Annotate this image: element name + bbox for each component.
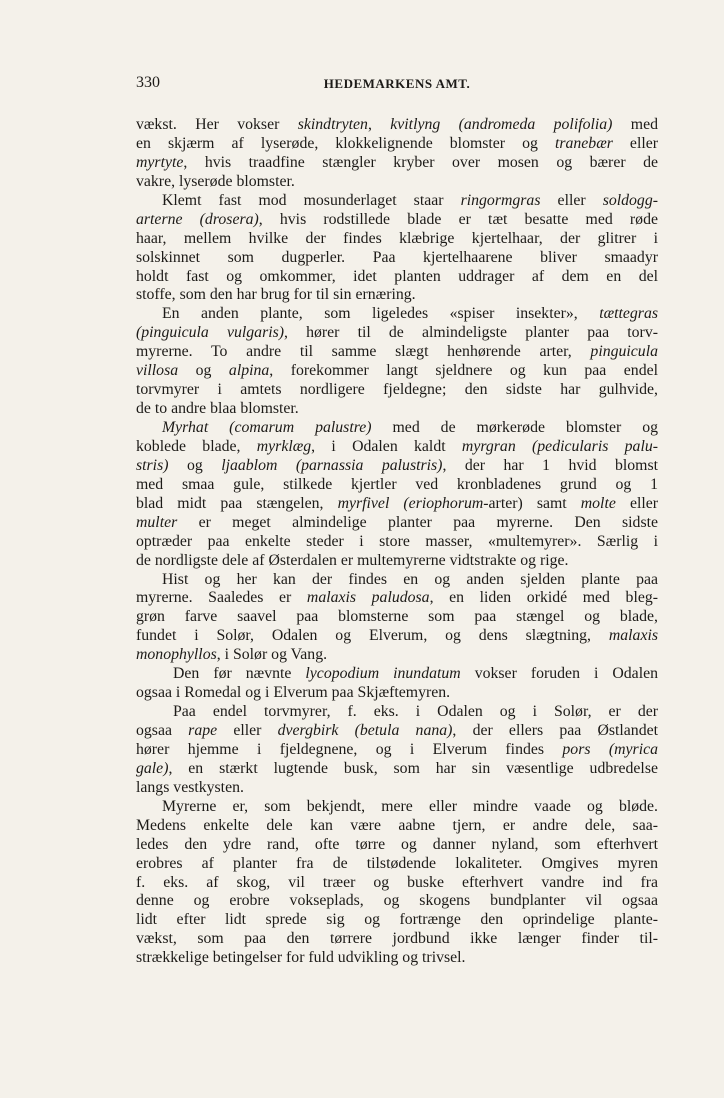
text-line [136,874,658,893]
text-run: blad midt paa stængelen, [136,494,338,512]
text-run: ogsaa [136,722,189,739]
text-line [136,324,658,343]
text-run: grøn farve saavel paa blomsterne som paa stængel og blade, [136,608,658,626]
text-line [136,571,658,590]
paragraph [136,192,658,306]
text-line [136,381,658,400]
text-run: denne og erobre vokseplads, og skogens bundplanter vil ogsaa [136,892,658,910]
text-run: vokser foruden i Odalen [460,665,658,683]
text-run: , der ellers paa Østlandet [452,722,658,739]
italic-text: myrgran (pedicularis palu- [461,437,659,455]
text-run: En anden plante, som ligeledes «spiser insekter», [162,305,600,323]
text-run: med de mørkerøde blomster og [371,419,658,436]
italic-text: kvitlyng (andromeda polifolia) [390,116,613,133]
italic-text: soldogg- [602,191,658,209]
text-run: , en liden orkidé med bleg- [429,589,659,607]
text-run: Den før nævnte [173,665,306,683]
italic-text: dvergbirk (betula nana) [277,722,453,739]
text-run: stoffe, som den har brug for til sin ernæring. [136,286,416,304]
text-line [136,230,658,249]
text-line [136,457,658,476]
italic-text: arterne (drosera) [136,210,259,228]
text-line [136,116,658,135]
paragraph [136,305,658,419]
text-line [136,703,658,722]
text-run: , hvis rodstillede blade er tæt besatte med røde [258,210,658,228]
text-run: eller [217,722,278,739]
text-run: haar, mellem hvilke der findes klæbrige kjertelhaar, der glitrer i [136,229,658,247]
text-run: en skjærm af lyserøde, klokkelignende blomster og [136,134,555,152]
italic-text: villosa [136,362,179,380]
text-line [136,533,658,552]
running-title: HEDEMARKENS AMT. [323,76,471,91]
text-line [136,552,658,571]
text-line [136,286,658,305]
text-line [136,305,658,324]
text-line [136,930,658,949]
text-line [136,836,658,855]
text-line [136,722,658,741]
text-run: lidt efter lidt sprede sig og fortrænge den oprindelige plante- [136,911,658,929]
italic-text: myrfivel (eriophorum [337,494,484,512]
text-line [136,949,658,968]
paragraph [136,703,658,798]
text-line [136,779,658,798]
text-run: erobres af planter fra de tilstødende lokaliteter. Omgives myren [136,854,658,872]
text-run: Medens enkelte dele kan være aabne tjern, er andre dele, saa- [136,816,658,834]
text-run: , [367,116,391,133]
page-header [136,74,658,96]
text-run: ogsaa i Romedal og i Elverum paa Skjæftemyren. [136,684,451,702]
text-run: myrerne. To andre til samme slægt henhørende arter, [136,343,591,361]
italic-text: tættegras [599,305,658,323]
text-run: de nordligste dele af Østerdalen er multemyrerne vidtstrakte og rige. [136,551,569,569]
text-run: torvmyrer i amtets nordligere fjeldegne; den sidste har gulhvide, [136,381,658,399]
text-run: solskinnet som dugperler. Paa kjertelhaarene bliver smaadyr [136,248,658,266]
text-run: hører hjemme i fjeldegnene, og i Elverum findes [136,740,563,758]
text-run: myrerne. Saaledes er [136,589,307,607]
paragraph [136,665,658,703]
text-run: , der har 1 hvid blomst [442,456,659,474]
text-run: Paa endel torvmyrer, f. eks. i Odalen og i Solør, er der [173,703,658,721]
italic-text: pinguicula [590,343,658,361]
text-line [136,362,658,381]
text-run: Klemt fast mod mosunderlaget staar [162,191,461,209]
text-run: og [168,456,222,474]
text-line [136,798,658,817]
italic-text: multer [136,513,178,531]
text-line [136,892,658,911]
text-line [136,419,658,438]
text-run: eller [540,191,603,209]
text-line [136,476,658,495]
paragraph [136,419,658,571]
paragraph [136,571,658,666]
text-run: , i Solør og Vang. [216,646,328,664]
text-line [136,665,658,684]
italic-text: ringormgras [460,191,541,209]
text-line [136,608,658,627]
text-run: eller [612,134,658,152]
text-run: med smaa gule, stilkede kjertler ved kronbladenes grund og 1 [136,475,658,493]
text-line [136,173,658,192]
text-line [136,154,658,173]
text-run: langs vestkysten. [136,778,244,796]
italic-text: ljaablom (parnassia palustris) [221,456,443,474]
text-run: koblede blade, [136,437,257,455]
text-line [136,741,658,760]
text-line [136,589,658,608]
text-run: , hvis traadfine stængler kryber over mosen og bærer de [183,153,658,171]
text-run: ledes den ydre rand, ofte tørre og danner nyland, som efterhvert [136,835,658,853]
text-line [136,495,658,514]
text-run: vækst. Her vokser [136,116,298,133]
text-line [136,343,658,362]
text-line [136,249,658,268]
text-run: eller [615,494,659,512]
italic-text: molte [580,494,616,512]
italic-text: tranebær [554,134,613,152]
text-line [136,438,658,457]
italic-text: monophyllos [136,646,217,664]
italic-text: stris) [136,456,169,474]
text-line [136,817,658,836]
text-run: , i Odalen kaldt [311,437,462,455]
italic-text: (pinguicula vulgaris) [136,324,285,342]
text-line [136,211,658,230]
text-run: med [612,116,659,133]
text-run: , forekommer langt sjeldnere og kun paa endel [269,362,658,380]
text-run: og [178,362,229,380]
text-run: , en stærkt lugtende busk, som har sin væsentlige udbredelse [168,759,658,777]
text-run: strækkelige betingelser for fuld udvikling og trivsel. [136,949,466,967]
text-run: optræder paa enkelte steder i store masser, «multemyrer». Særlig i [136,532,658,550]
page-number: 330 [136,74,160,91]
text-run: fundet i Solør, Odalen og Elverum, og dens slægtning, [136,627,609,645]
text-line [136,646,658,665]
paragraph [136,798,658,968]
text-run: Myrerne er, som bekjendt, mere eller mindre vaade og bløde. [162,797,658,815]
text-run: Hist og her kan der findes en og anden sjelden plante paa [162,570,658,588]
body-text [136,116,658,968]
text-line [136,911,658,930]
text-line [136,760,658,779]
italic-text: rape [188,722,218,739]
text-line [136,135,658,154]
italic-text: lycopodium inundatum [305,665,461,683]
italic-text: malaxis paludosa [306,589,430,607]
text-run: -arter) samt [483,494,581,512]
text-run: f. eks. af skog, vil træer og buske efterhvert vandre ind fra [136,873,658,891]
text-line [136,400,658,419]
text-run: vækst, som paa den tørrere jordbund ikke længer finder til- [136,930,658,948]
text-line [136,684,658,703]
italic-text: malaxis [608,627,658,645]
text-line [136,192,658,211]
text-line [136,855,658,874]
text-run: de to andre blaa blomster. [136,400,299,418]
italic-text: myrklæg [256,437,312,455]
text-run: holdt fast og omkommer, idet planten uddrager af dem en del [136,267,658,285]
text-line [136,514,658,533]
italic-text: myrtyte [136,153,184,171]
italic-text: alpina [228,362,270,380]
text-run: , hører til de almindeligste planter paa torv- [284,324,658,342]
text-line [136,627,658,646]
italic-text: pors (myrica [562,740,658,758]
paragraph [136,116,658,192]
italic-text: Myrhat (comarum palustre) [162,419,372,436]
text-run: er meget almindelige planter paa myrerne. Den sidste [177,513,658,531]
italic-text: skindtryten [297,116,368,133]
text-line [136,268,658,287]
italic-text: gale) [136,759,169,777]
text-run: vakre, lyserøde blomster. [136,172,295,190]
